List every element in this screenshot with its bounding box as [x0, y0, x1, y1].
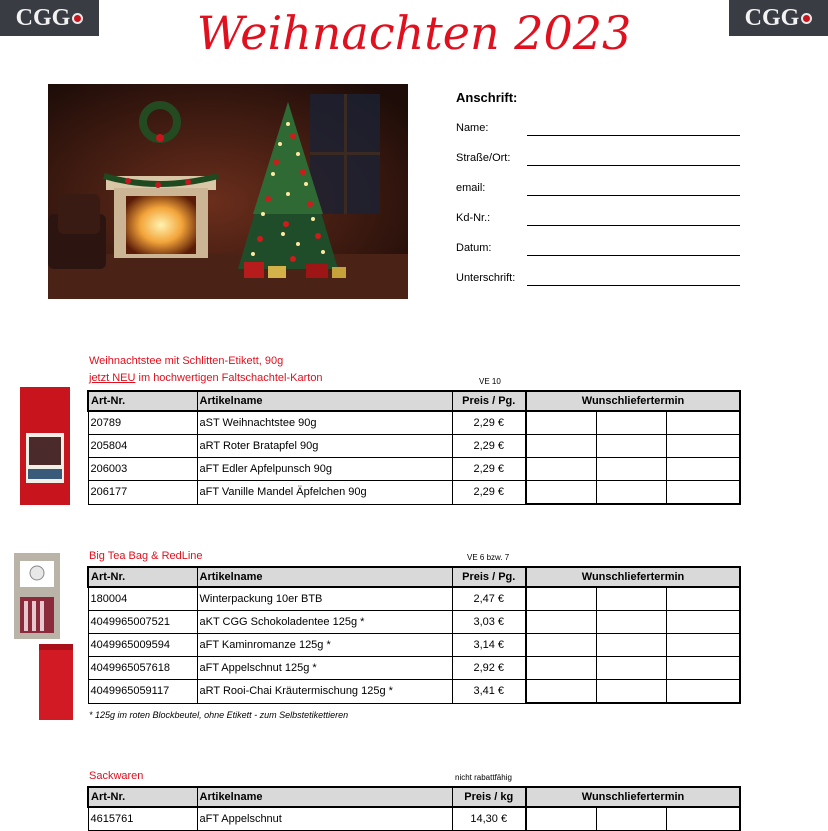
date-cell[interactable]: [596, 807, 666, 831]
date-cell[interactable]: [666, 435, 740, 458]
section2-ve: VE 6 bzw. 7: [467, 553, 510, 562]
date-cell[interactable]: [666, 657, 740, 680]
table-row: 4049965009594 aFT Kaminromanze 125g * 3,14 €: [88, 634, 740, 657]
col-wunschliefertermin: Wunschliefertermin: [526, 567, 740, 587]
date-cell[interactable]: [666, 807, 740, 831]
date-cell[interactable]: [526, 458, 596, 481]
section1-table: [87, 390, 741, 505]
date-cell[interactable]: [526, 481, 596, 505]
table-row: 4615761 aFT Appelschnut 14,30 €: [88, 807, 740, 831]
table-row: 4049965007521 aKT CGG Schokoladentee 125g * 3,03 €: [88, 611, 740, 634]
section3-table: [87, 786, 741, 831]
date-cell[interactable]: [666, 411, 740, 435]
date-cell[interactable]: [526, 587, 596, 611]
cgg-logo-right: CGG: [729, 0, 828, 36]
col-art-nr: Art-Nr.: [88, 567, 197, 587]
col-preis: Preis / Pg.: [452, 567, 526, 587]
date-cell[interactable]: [526, 634, 596, 657]
customer-number-field[interactable]: Kd-Nr.:: [456, 210, 740, 226]
redline-bag-image: [37, 644, 75, 722]
col-artikelname: Artikelname: [197, 787, 452, 807]
christmas-scene-image: [48, 84, 408, 299]
date-cell[interactable]: [666, 481, 740, 505]
date-cell[interactable]: [526, 435, 596, 458]
date-cell[interactable]: [526, 411, 596, 435]
section1-ve: VE 10: [479, 377, 501, 386]
date-cell[interactable]: [666, 458, 740, 481]
signature-field[interactable]: Unterschrift:: [456, 270, 740, 286]
date-cell[interactable]: [596, 435, 666, 458]
street-city-field[interactable]: Straße/Ort:: [456, 150, 740, 166]
blockbeutel-note: * 125g im roten Blockbeutel, ohne Etikett - zum Selbstetikettieren: [89, 710, 349, 720]
date-cell[interactable]: [526, 657, 596, 680]
date-cell[interactable]: [596, 411, 666, 435]
date-field[interactable]: Datum:: [456, 240, 740, 256]
date-cell[interactable]: [526, 611, 596, 634]
date-cell[interactable]: [666, 680, 740, 704]
col-artikelname: Artikelname: [197, 567, 452, 587]
table-header-row: [88, 391, 740, 411]
col-art-nr: Art-Nr.: [88, 391, 197, 411]
big-tea-bag-image: [12, 553, 62, 641]
page-title: Weihnachten 2023: [196, 6, 632, 60]
section3-ve: nicht rabattfähig: [455, 773, 512, 782]
date-cell[interactable]: [596, 611, 666, 634]
section2-table: [87, 566, 741, 704]
table-row: 206003 aFT Edler Apfelpunsch 90g 2,29 €: [88, 458, 740, 481]
table-row: 20789 aST Weihnachtstee 90g 2,29 €: [88, 411, 740, 435]
date-cell[interactable]: [666, 611, 740, 634]
col-artikelname: Artikelname: [197, 391, 452, 411]
date-cell[interactable]: [596, 587, 666, 611]
table-row: 180004 Winterpackung 10er BTB 2,47 €: [88, 587, 740, 611]
section2-title: Big Tea Bag & RedLine: [89, 550, 203, 562]
name-field[interactable]: Name:: [456, 120, 740, 136]
table-header-row: [88, 787, 740, 807]
date-cell[interactable]: [596, 680, 666, 704]
date-cell[interactable]: [596, 481, 666, 505]
col-art-nr: Art-Nr.: [88, 787, 197, 807]
date-cell[interactable]: [596, 458, 666, 481]
col-preis: Preis / kg: [452, 787, 526, 807]
table-header-row: [88, 567, 740, 587]
col-wunschliefertermin: Wunschliefertermin: [526, 391, 740, 411]
table-row: 206177 aFT Vanille Mandel Äpfelchen 90g 2,29 €: [88, 481, 740, 505]
email-field[interactable]: email:: [456, 180, 740, 196]
date-cell[interactable]: [666, 634, 740, 657]
table-row: 4049965057618 aFT Appelschnut 125g * 2,92 €: [88, 657, 740, 680]
table-row: 205804 aRT Roter Bratapfel 90g 2,29 €: [88, 435, 740, 458]
date-cell[interactable]: [526, 807, 596, 831]
date-cell[interactable]: [596, 634, 666, 657]
cgg-logo-left: CGG: [0, 0, 99, 36]
table-row: 4049965059117 aRT Rooi-Chai Kräutermischung 125g * 3,41 €: [88, 680, 740, 704]
date-cell[interactable]: [666, 587, 740, 611]
section3-title: Sackwaren: [89, 770, 144, 782]
date-cell[interactable]: [526, 680, 596, 704]
col-wunschliefertermin: Wunschliefertermin: [526, 787, 740, 807]
col-preis: Preis / Pg.: [452, 391, 526, 411]
section1-title: Weihnachtstee mit Schlitten-Etikett, 90g: [89, 355, 284, 367]
address-heading: Anschrift:: [456, 90, 518, 105]
date-cell[interactable]: [596, 657, 666, 680]
weihnachtstee-box-image: [20, 387, 70, 505]
section1-subtitle: jetzt NEU im hochwertigen Faltschachtel-Karton: [89, 372, 323, 384]
